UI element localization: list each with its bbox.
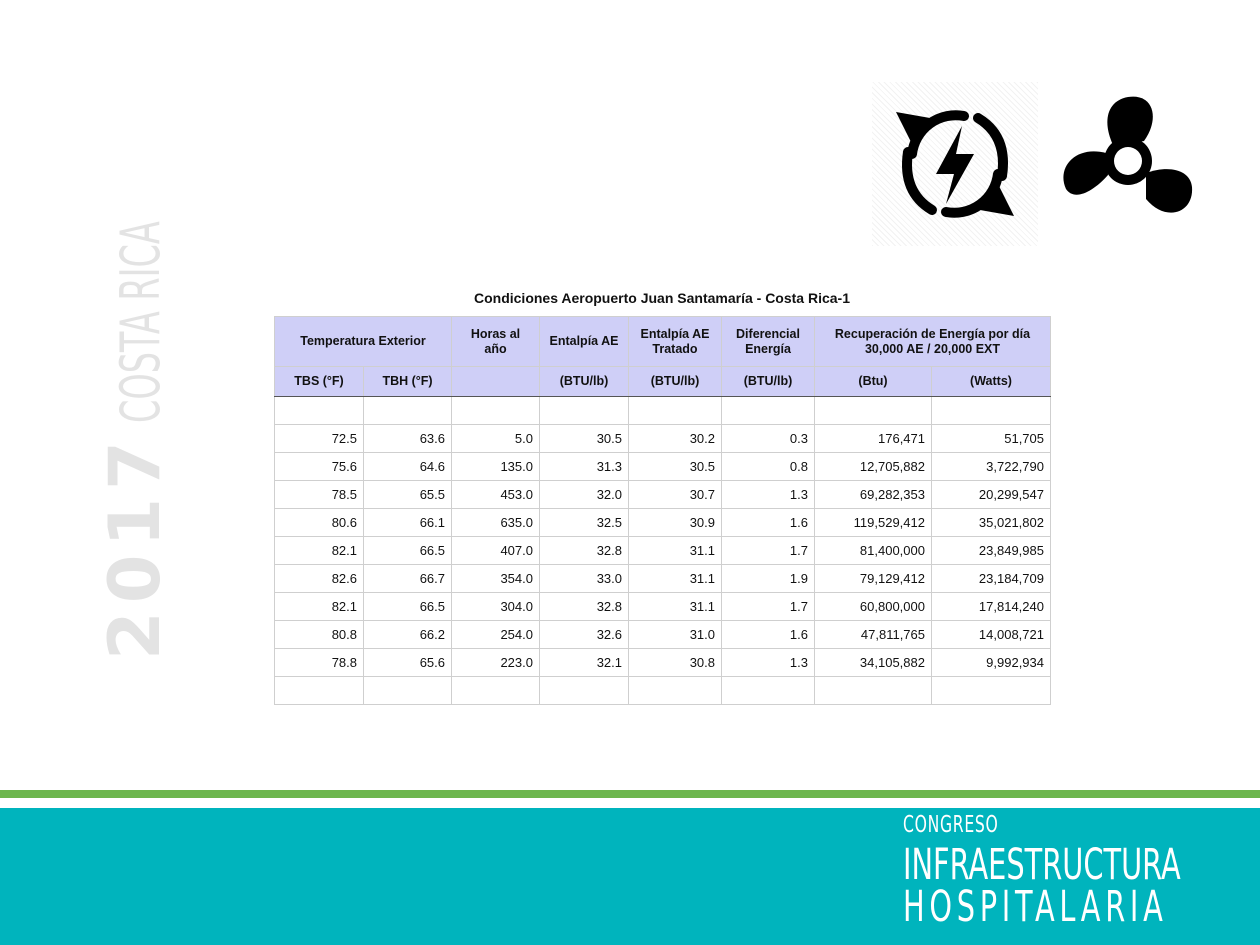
table-cell: 1.3 <box>722 649 815 677</box>
header-horas: Horas al año <box>452 317 540 367</box>
table-cell <box>722 397 815 425</box>
table-cell: 30.2 <box>629 425 722 453</box>
table-cell: 47,811,765 <box>815 621 932 649</box>
table-empty-row <box>275 397 1051 425</box>
table-cell: 17,814,240 <box>932 593 1051 621</box>
table-cell: 635.0 <box>452 509 540 537</box>
table-cell: 12,705,882 <box>815 453 932 481</box>
table-cell: 66.1 <box>364 509 452 537</box>
table-cell: 79,129,412 <box>815 565 932 593</box>
table-cell: 30.7 <box>629 481 722 509</box>
table-cell: 0.3 <box>722 425 815 453</box>
table-cell: 32.0 <box>540 481 629 509</box>
unit-horas <box>452 367 540 397</box>
table-cell <box>629 677 722 705</box>
table-cell: 1.6 <box>722 509 815 537</box>
unit-btu: (Btu) <box>815 367 932 397</box>
table-cell: 176,471 <box>815 425 932 453</box>
table-cell <box>452 677 540 705</box>
side-country: COSTA RICA <box>109 221 172 424</box>
table-cell: 32.8 <box>540 593 629 621</box>
table-cell: 30.9 <box>629 509 722 537</box>
table-cell <box>364 677 452 705</box>
table-cell: 66.7 <box>364 565 452 593</box>
brand-line-3: HOSPITALARIA <box>903 882 1168 932</box>
table-empty-row <box>275 677 1051 705</box>
table-row <box>275 537 1051 565</box>
table-cell: 254.0 <box>452 621 540 649</box>
table-cell: 82.6 <box>275 565 364 593</box>
table-cell <box>364 397 452 425</box>
table-cell: 23,849,985 <box>932 537 1051 565</box>
table-cell <box>629 397 722 425</box>
table-cell: 31.0 <box>629 621 722 649</box>
table-cell: 9,992,934 <box>932 649 1051 677</box>
footer-white-stripe <box>0 798 1260 808</box>
table-cell: 1.6 <box>722 621 815 649</box>
table-cell <box>540 397 629 425</box>
table-cell: 31.1 <box>629 537 722 565</box>
table-cell: 3,722,790 <box>932 453 1051 481</box>
table-cell: 223.0 <box>452 649 540 677</box>
table-cell: 81,400,000 <box>815 537 932 565</box>
table-row <box>275 621 1051 649</box>
table-units-row <box>275 367 1051 397</box>
table-cell: 35,021,802 <box>932 509 1051 537</box>
conditions-table <box>274 316 1051 705</box>
table-cell: 69,282,353 <box>815 481 932 509</box>
table-cell: 1.3 <box>722 481 815 509</box>
table-cell: 78.5 <box>275 481 364 509</box>
table-header-row <box>275 317 1051 367</box>
header-recuperacion-line2: 30,000 AE / 20,000 EXT <box>864 341 1001 356</box>
table-cell <box>275 677 364 705</box>
table-cell: 31.1 <box>629 565 722 593</box>
table-cell <box>722 677 815 705</box>
table-cell: 119,529,412 <box>815 509 932 537</box>
table-cell: 30.8 <box>629 649 722 677</box>
table-body <box>275 397 1051 705</box>
table-cell: 32.5 <box>540 509 629 537</box>
table-cell: 1.9 <box>722 565 815 593</box>
table-cell: 20,299,547 <box>932 481 1051 509</box>
table-cell: 33.0 <box>540 565 629 593</box>
brand-line-1: CONGRESO <box>903 812 999 838</box>
table-cell: 407.0 <box>452 537 540 565</box>
unit-diferencial: (BTU/lb) <box>722 367 815 397</box>
table-cell: 32.1 <box>540 649 629 677</box>
table-cell <box>932 677 1051 705</box>
table-cell <box>275 397 364 425</box>
unit-entalpia-tratado: (BTU/lb) <box>629 367 722 397</box>
table-title: Condiciones Aeropuerto Juan Santamaría - Costa Rica-1 <box>473 290 850 306</box>
fan-icon <box>1062 95 1194 225</box>
table-row <box>275 593 1051 621</box>
table-cell: 34,105,882 <box>815 649 932 677</box>
table-cell: 64.6 <box>364 453 452 481</box>
table-cell: 65.5 <box>364 481 452 509</box>
table-cell: 66.5 <box>364 593 452 621</box>
table-cell: 60,800,000 <box>815 593 932 621</box>
unit-tbs: TBS (°F) <box>275 367 364 397</box>
table-cell: 32.6 <box>540 621 629 649</box>
table-cell: 30.5 <box>540 425 629 453</box>
table-cell: 80.6 <box>275 509 364 537</box>
table-cell: 0.8 <box>722 453 815 481</box>
footer-green-stripe <box>0 790 1260 798</box>
table-cell: 80.8 <box>275 621 364 649</box>
table-row <box>275 425 1051 453</box>
table-row <box>275 509 1051 537</box>
table-cell: 31.1 <box>629 593 722 621</box>
table-cell: 51,705 <box>932 425 1051 453</box>
table-cell: 82.1 <box>275 593 364 621</box>
unit-entalpia: (BTU/lb) <box>540 367 629 397</box>
table-cell: 75.6 <box>275 453 364 481</box>
side-year: 2017 <box>94 433 176 660</box>
table-cell <box>932 397 1051 425</box>
energy-recovery-icon <box>872 82 1038 246</box>
header-diferencial: Diferencial Energía <box>722 317 815 367</box>
table-cell: 65.6 <box>364 649 452 677</box>
table-cell: 66.5 <box>364 537 452 565</box>
table-row <box>275 453 1051 481</box>
brand-line-2: INFRAESTRUCTURA <box>903 840 1181 890</box>
table-cell: 14,008,721 <box>932 621 1051 649</box>
table-cell: 30.5 <box>629 453 722 481</box>
table-cell <box>815 677 932 705</box>
table-row <box>275 565 1051 593</box>
congress-logo <box>903 812 1260 932</box>
unit-watts: (Watts) <box>932 367 1051 397</box>
header-recuperacion <box>815 317 1051 367</box>
table-cell: 23,184,709 <box>932 565 1051 593</box>
table-cell: 354.0 <box>452 565 540 593</box>
table-cell: 1.7 <box>722 593 815 621</box>
table-cell <box>540 677 629 705</box>
table-cell: 453.0 <box>452 481 540 509</box>
table-cell: 31.3 <box>540 453 629 481</box>
table-cell <box>815 397 932 425</box>
table-cell: 135.0 <box>452 453 540 481</box>
table-cell: 5.0 <box>452 425 540 453</box>
header-temperatura: Temperatura Exterior <box>275 317 452 367</box>
table-row <box>275 649 1051 677</box>
table-cell <box>452 397 540 425</box>
table-cell: 66.2 <box>364 621 452 649</box>
table-cell: 82.1 <box>275 537 364 565</box>
header-entalpia: Entalpía AE <box>540 317 629 367</box>
table-row <box>275 481 1051 509</box>
side-year-label <box>94 98 176 660</box>
table-cell: 1.7 <box>722 537 815 565</box>
header-recuperacion-line1: Recuperación de Energía por día <box>834 326 1031 341</box>
table-cell: 304.0 <box>452 593 540 621</box>
table-cell: 78.8 <box>275 649 364 677</box>
table-cell: 63.6 <box>364 425 452 453</box>
table-cell: 72.5 <box>275 425 364 453</box>
unit-tbh: TBH (°F) <box>364 367 452 397</box>
header-entalpia-tratado: Entalpía AE Tratado <box>629 317 722 367</box>
table-cell: 32.8 <box>540 537 629 565</box>
